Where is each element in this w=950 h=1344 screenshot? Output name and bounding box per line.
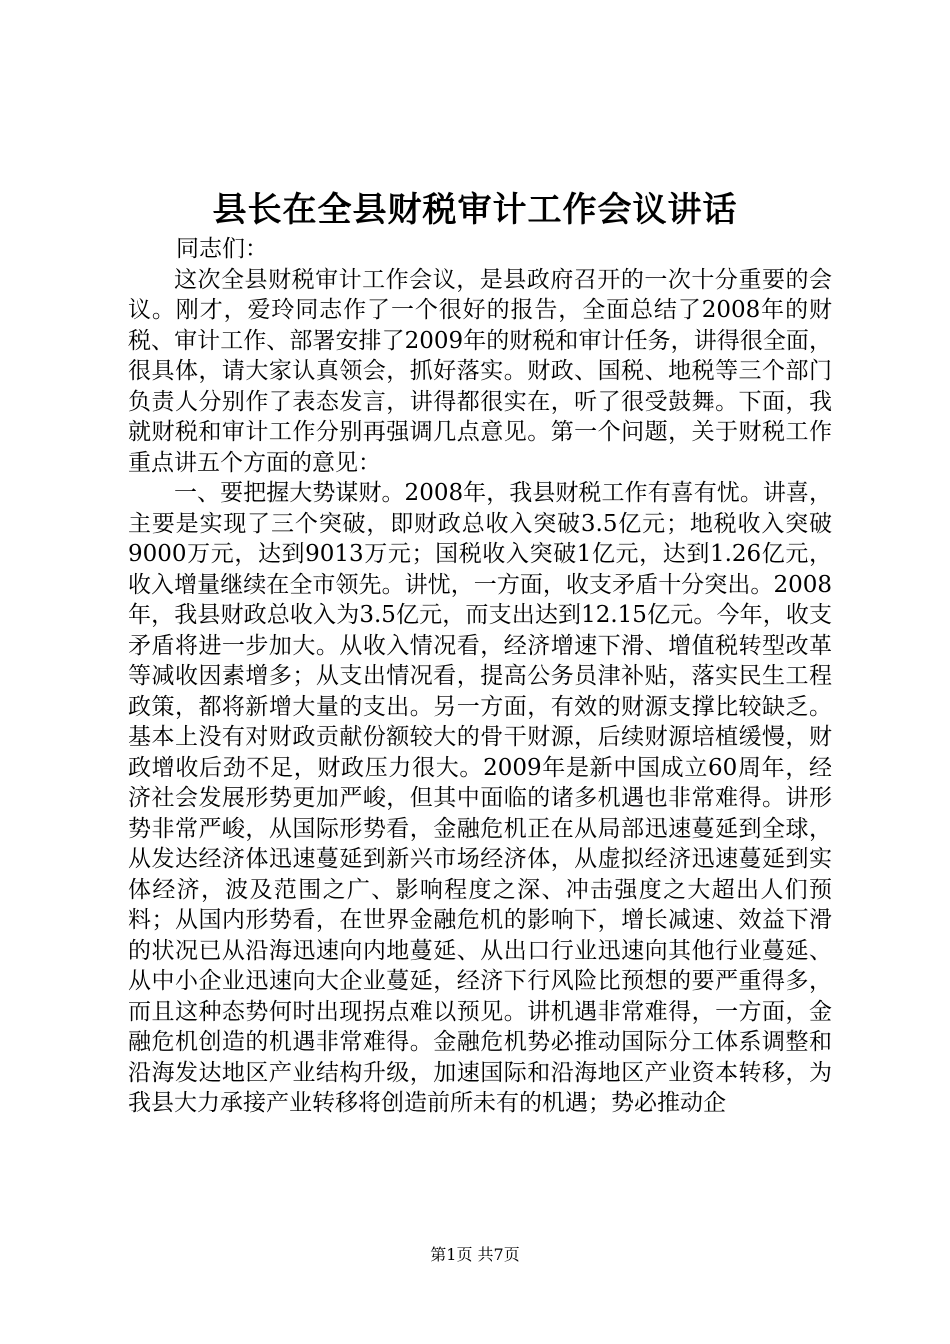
- paragraph-section-one: 一、要把握大势谋财。2008年，我县财税工作有喜有忧。讲喜，主要是实现了三个突破，即财政总收入突破3.5亿元；地税收入突破9000万元，达到9013万元；国税收入突破1亿元，达到1.26亿元，收入增量继续在全市领先。讲忧，一方面，收支矛盾十分突出。2008年，我县财政总收入为3.5亿元，而支出达到12.15亿元。今年，收支矛盾将进一步加大。从收入情况看，经济增速下滑、增值税转型改革等减收因素增多；从支出情况看，提高公务员津补贴，落实民生工程政策，都将新增大量的支出。另一方面，有效的财源支撑比较缺乏。基本上没有对财政贡献份额较大的骨干财源，后续财源培植缓慢，财政增收后劲不足，财政压力很大。2009年是新中国成立60周年，经济社会发展形势更加严峻，但其中面临的诸多机遇也非常难得。讲形势非常严峻，从国际形势看，金融危机正在从局部迅速蔓延到全球，从发达经济体迅速蔓延到新兴市场经济体，从虚拟经济迅速蔓延到实体经济，波及范围之广、影响程度之深、冲击强度之大超出人们预料；从国内形势看，在世界金融危机的影响下，增长减速、效益下滑的状况已从沿海迅速向内地蔓延、从出口行业迅速向其他行业蔓延、从中小企业迅速向大企业蔓延，经济下行风险比预想的要严重得多，而且这种态势何时出现拐点难以预见。讲机遇非常难得，一方面，金融危机创造的机遇非常难得。金融危机势必推动国际分工体系调整和沿海发达地区产业结构升级，加速国际和沿海地区产业资本转移，为我县大力承接产业转移将创造前所未有的机遇；势必推动企: [128, 480, 832, 1116]
- salutation: 同志们：: [176, 236, 268, 262]
- document-title: 县长在全县财税审计工作会议讲话: [212, 190, 738, 230]
- document-body: [128, 234, 832, 1119]
- paragraph-intro: 这次全县财税审计工作会议，是县政府召开的一次十分重要的会议。刚才，爱玲同志作了一个很好的报告，全面总结了2008年的财税、审计工作、部署安排了2009年的财税和审计任务，讲得很全面，很具体，请大家认真领会，抓好落实。财政、国税、地税等三个部门负责人分别作了表态发言，讲得都很实在，听了很受鼓舞。下面，我就财税和审计工作分别再强调几点意见。第一个问题，关于财税工作重点讲五个方面的意见：: [128, 266, 832, 476]
- page-number-footer: 第1页 共7页: [430, 1245, 520, 1264]
